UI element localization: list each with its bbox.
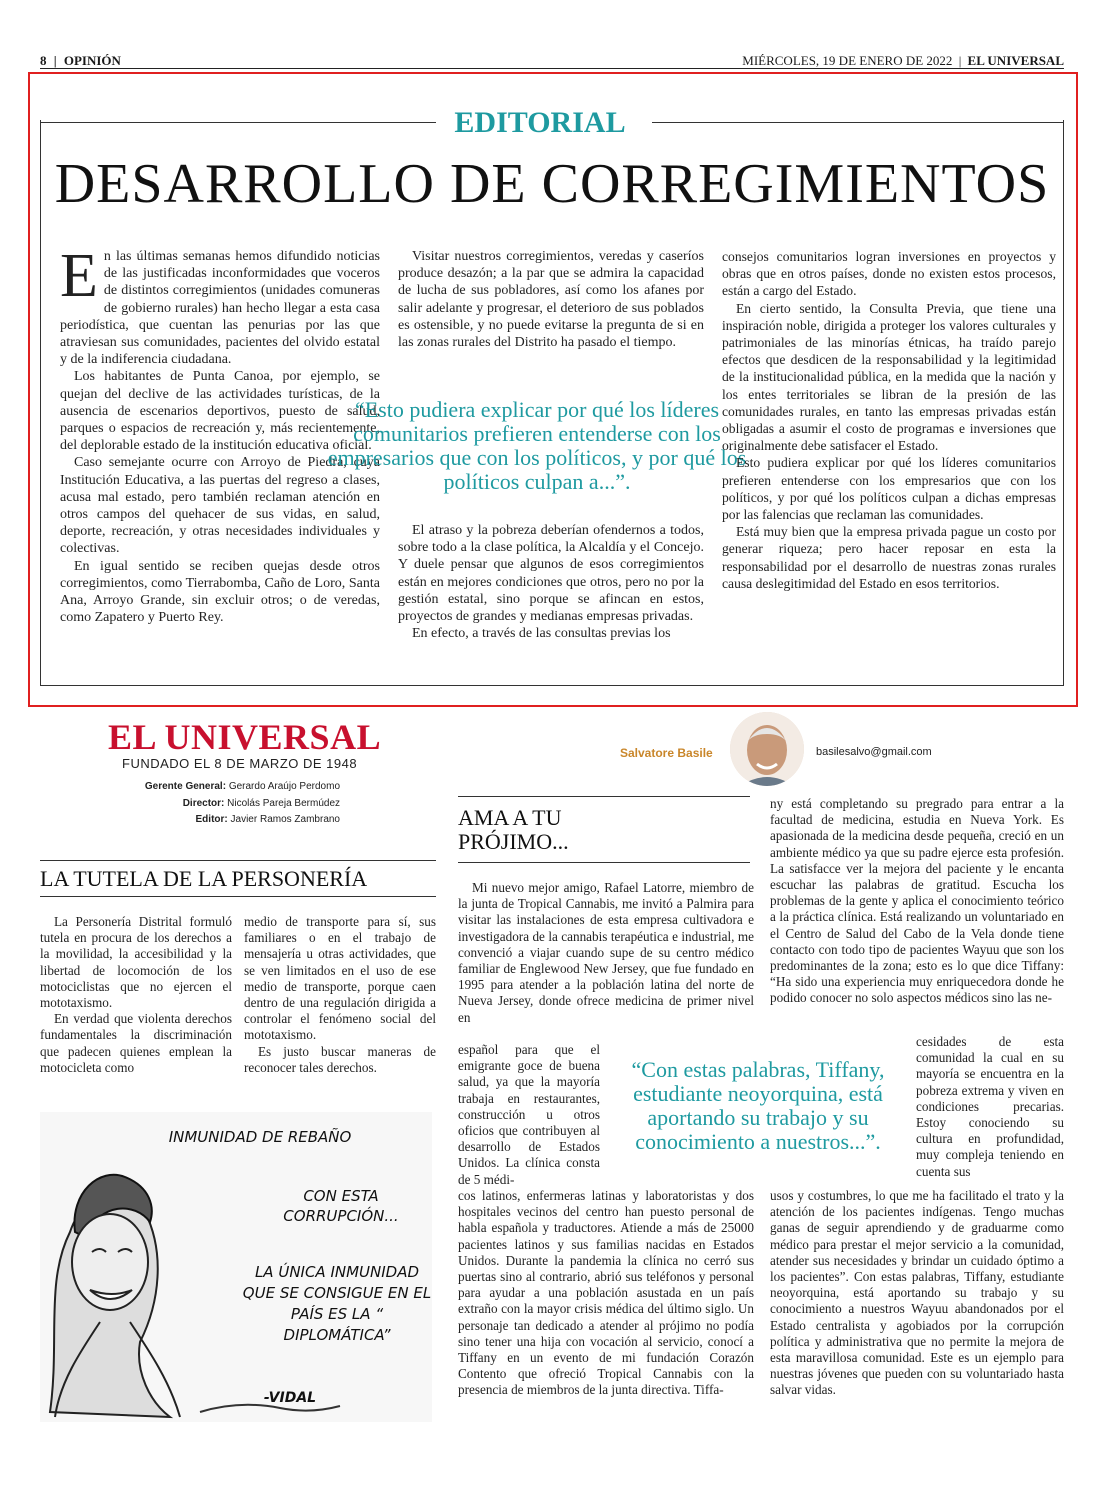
editorial-label: EDITORIAL: [454, 106, 626, 139]
editorial-headline: DESARROLLO DE CORREGIMIENTOS: [54, 153, 1050, 215]
editorial-paragraph: Esto pudiera explicar por qué los líderes comunitarios prefieren entenderse con los empresarios que con los políticos, y por qué los políticos culpan a dichas empresas por las falencias que reclaman las comunidades.: [722, 455, 1056, 523]
column-paragraph: Mi nuevo mejor amigo, Rafael Latorre, miembro de la junta de Tropical Cannabis, me invitó a Palmira para visitar las instalaciones de esta empresa cultivadora e investigadora de la cannabis terapéutica e industrial, me convenció a viajar cuando supe de su centro médico familiar de Englewood New Jersey, que fue fundado en 1995 para atender a la población latina del norte de Nueva Jersey, donde ofrece medicina de primer nivel en: [458, 880, 754, 1025]
staff-role: Editor:: [195, 814, 228, 825]
tutela-rule: [40, 860, 436, 861]
column-paragraph: español para que el emigrante goce de buena salud, ya que la mayoría trabaja en restaurantes, construcción u otros oficios que contribuyen al desarrollo de Estados Unidos. La clínica consta de 5 médi-: [458, 1042, 600, 1187]
author-photo: [730, 712, 804, 786]
staff-name: Nicolás Pareja Bermúdez: [227, 798, 340, 809]
editorial-paragraph: El atraso y la pobreza deberían ofendernos a todos, sobre todo a la clase política, la Alcaldía y el Concejo. Y duele pensar que algunos de esos corregimientos están en mejores condiciones que otros, pero no por la gestión estatal, sino porque se afincan en estos, proyectos de grandes y medianas empresas privadas.: [398, 523, 704, 625]
editorial-column-3: [722, 248, 1056, 592]
editorial-rule-left: [40, 122, 436, 123]
cartoon-bubble-2: LA ÚNICA INMUNIDAD QUE SE CONSIGUE EN EL PAÍS ES LA “ DIPLOMÁTICA”: [242, 1263, 432, 1344]
column-pullquote: “Con estas palabras, Tiffany, estudiante neoyorquina, está aportando su trabajo y su conocimiento a nuestros...”.: [631, 1057, 885, 1154]
author-email: basilesalvo@gmail.com: [816, 746, 932, 758]
editorial-paragraph: En efecto, a través de las consultas previas los: [412, 626, 671, 642]
masthead-logo: EL UNIVERSAL: [108, 717, 382, 757]
column-paragraph: ny está completando su pregrado para entrar a la facultad de medicina, estudia en Nueva York. Es apasionada de la medicina desde pequeña, creció en un ambiente médico ya que su padre ejerce esta profesión. La satisfacce ver la mejora del paciente y le encanta escuchar las palabras de gratitud. Escucha los problemas de la gente y aplica el conocimiento teórico a la práctica clínica. Está realizando un voluntariado en el Centro de Salud del Cabo de la Vela donde tiene contacto con todo tipo de pacientes Wayuu que son los predominantes de la zona; esto es lo que dice Tiffany: “Ha sido una experiencia muy enriquecedora donde he podido conocer no solo aspectos médicos sino las ne-: [770, 796, 1064, 1006]
page-number: 8: [40, 53, 47, 68]
staff-line-editor: [40, 814, 340, 825]
tutela-paragraph: Es justo buscar maneras de reconocer tales derechos.: [244, 1043, 436, 1075]
header-rule: [40, 68, 1064, 69]
editorial-paragraph: n las últimas semanas hemos difundido noticias de las justificadas inconformidades que voceros de distintos corregimientos (unidades comuneras de gobierno rurales) han hecho llegar a esta casa periodística, que cuentan las penurias por las que atraviesan sus comunidades, pacientes del olvido estatal y de la indiferencia ciudadana.: [60, 249, 380, 368]
column-a-top: [458, 880, 754, 1026]
column-b-top: [770, 796, 1064, 1007]
editorial-paragraph: consejos comunitarios logran inversiones en proyectos y obras que en otros países, donde no existen estos procesos, están a cargo del Estado.: [722, 249, 1056, 299]
tutela-paragraph: medio de transporte para sí, sus familiares o en el trabajo de mensajería u otras actividades, que se ven limitados en el uso de ese medio de transporte, porque caen dentro de una regulación dirigida a controlar el fenómeno social del mototaxismo.: [244, 914, 436, 1043]
issue-date: MIÉRCOLES, 19 DE ENERO DE 2022: [742, 53, 953, 68]
section-name: OPINIÓN: [63, 53, 121, 68]
page-dateline: MIÉRCOLES, 19 DE ENERO DE 2022 | EL UNIVERSAL: [742, 53, 1064, 68]
column-rule-bottom: [458, 862, 750, 863]
column-a-bottom: [458, 1188, 754, 1399]
tutela-paragraph: La Personería Distrital formuló tutela en procura de los derechos a la movilidad, la accesibilidad y la libertad de locomoción de los motociclistas que no ejercen el mototaxismo.: [40, 914, 232, 1011]
staff-name: Gerardo Araújo Perdomo: [228, 781, 340, 792]
column-paragraph: usos y costumbres, lo que me ha facilitado el trato y la atención de los pacientes indígenas. Tengo muchas ganas de seguir aprendiendo y de graduarme como médico para prestar el mejor servicio a la comunidad, atender sus necesidades y brindar un cuidado óptimo a los pacientes”. Con estas palabras, Tiffany, estudiante neoyorquina, está aportando su trabajo y su conocimiento a nuestros Wayuu abandonados por el Estado centralista y agobiados por la corrupción política y administrativa que no permite la mejora de esta maravillosa comunidad. Este es un ejemplo para nuestras jóvenes que pueden con su voluntariado hasta salvar vidas.: [770, 1188, 1064, 1398]
editorial-column-2-top: [398, 248, 704, 351]
tutela-rule-bottom: [40, 896, 436, 897]
column-b-bottom: [770, 1188, 1064, 1399]
editorial-column-2-bottom: [398, 522, 704, 642]
masthead-founded: FUNDADO EL 8 DE MARZO DE 1948: [122, 756, 358, 771]
staff-name: Javier Ramos Zambrano: [230, 814, 340, 825]
editorial-pullquote: “Esto pudiera explicar por qué los líderes comunitarios prefieren entenderse con los empresarios que con los políticos, y por qué los políticos culpan a...”.: [327, 397, 747, 494]
page-folio: 8 | OPINIÓN: [40, 53, 121, 68]
column-author: Salvatore Basile: [620, 746, 713, 760]
column-a-narrow: [458, 1042, 600, 1188]
tutela-column-1: [40, 914, 232, 1076]
tutela-column-2: [244, 914, 436, 1076]
editorial-paragraph: Está muy bien que la empresa privada pague un costo por generar riqueza; pero hacer reposar en esta la responsabilidad por el desarrollo de nuestras zonas rurales causa deslegitimidad del Estado en esos territorios.: [722, 524, 1056, 591]
editorial-paragraph: Los habitantes de Punta Canoa, por ejemplo, se quejan del declive de las actividades turísticas, de la ausencia de escenarios deportivos, puesto de salud, parques o espacios de recreación y, más recientemente, del deplorable estado de la institución educativa oficial.: [60, 369, 380, 454]
drop-cap: E: [60, 242, 98, 310]
tutela-paragraph: En verdad que violenta derechos fundamentales la discriminación que padecen quienes emplean la motocicleta como: [40, 1011, 232, 1075]
staff-role: Director:: [182, 798, 225, 809]
staff-line-manager: [40, 781, 340, 792]
editorial-cartoon: [40, 1112, 432, 1422]
cartoon-bubble-1: CON ESTA CORRUPCIÓN...: [283, 1187, 399, 1225]
column-rule-top: [458, 796, 750, 797]
tutela-headline: LA TUTELA DE LA PERSONERÍA: [40, 866, 368, 891]
staff-line-director: [40, 798, 340, 809]
column-paragraph: cesidades de esta comunidad la cual en su mayoría se encuentra en la pobreza extrema y viven en condiciones precarias. Estoy conociendo su cultura en profundidad, muy compleja teniendo en cuenta sus: [916, 1034, 1064, 1179]
paper-name: EL UNIVERSAL: [967, 53, 1064, 68]
cartoon-title: INMUNIDAD DE REBAÑO: [168, 1128, 352, 1146]
editorial-paragraph: En cierto sentido, la Consulta Previa, que tiene una inspiración noble, dirigida a proteger los valores culturales y patrimoniales de las minorías étnicas, ha traído parejo efectos que desdicen de la responsabilidad y la legitimidad de la institucionalidad pública, en la medida que la nación y los entes territoriales se libran de la presión de las comunidades rurales, en tanto las empresas privadas están obligadas a asumir el costo de programas e inversiones que originalmente debe satisfacer el Estado.: [722, 300, 1056, 454]
column-b-narrow: [916, 1034, 1064, 1180]
column-paragraph: cos latinos, enfermeras latinas y laboratoristas y dos hospitales vecinos del centro han puesto personal de habla española y traductores. Atiende a más de 25000 pacientes latinos y sus familias nacidas en Estados Unidos. Durante la pandemia la clínica no cerró sus puertas sino al contrario, abrió sus teléfonos y personal para ayudar a una población asustada en un país extraño con la mayor crisis médica del último siglo. Un personaje tan dedicado a atender al prójimo no podía sino tener una hija con vocación al servicio, conocí a Tiffany en un evento de mi fundación Corazón Contento que ofreció Tropical Cannabis con la presencia de miembros de la junta directiva. Tiffa-: [458, 1188, 754, 1398]
editorial-paragraph: Caso semejante ocurre con Arroyo de Piedra, cuya Institución Educativa, a las puertas del regreso a clases, acusa mal estado, pero también reclaman atención en otros campos del quehacer de sus vidas, en salud, deporte, recreación, y otras necesidades individuales y colectivas.: [60, 455, 380, 557]
column-headline: AMA A TU PRÓJIMO...: [458, 805, 569, 854]
staff-role: Gerente General:: [144, 781, 227, 792]
editorial-paragraph: En igual sentido se reciben quejas desde otros corregimientos, como Tierrabomba, Caño de Loro, Santa Ana, Arroyo Grande, sin excluir otros; o de veredas, como Zapatero y Puerto Rey.: [60, 558, 380, 626]
editorial-rule-right: [652, 122, 1064, 123]
cartoon-signature: -VIDAL: [263, 1390, 317, 1406]
author-portrait-icon: [730, 712, 804, 786]
editorial-paragraph: Visitar nuestros corregimientos, veredas y caseríos produce desazón; a la par que se admira la capacidad de lucha de sus pobladores, así como los afanes por salir adelante y progresar, el deterioro de sus poblados es ostensible, y no puede evitarse la pregunta de si en las zonas rurales del Distrito ha pasado el tiempo.: [398, 249, 704, 351]
